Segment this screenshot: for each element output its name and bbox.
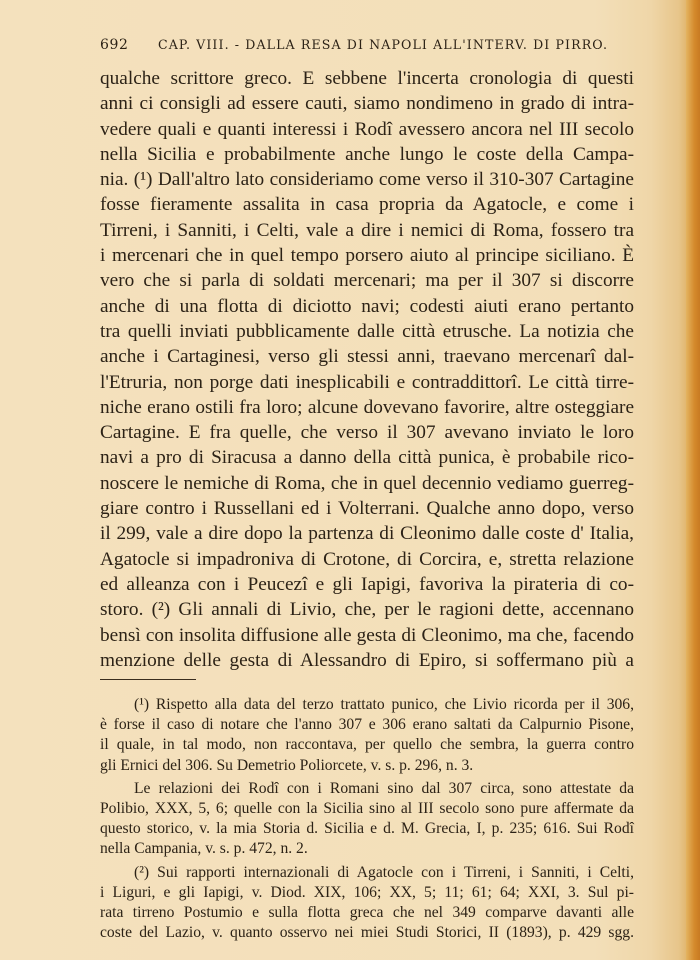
body-line: anche di una flotta di diciotto navi; codesti aiuti erano pertanto <box>100 295 634 317</box>
page-edge <box>686 0 700 960</box>
body-line: noscere le nemiche di Roma, che in quel decennio vediamo guerreg- <box>100 472 634 494</box>
footnote-line: i Liguri, e gli Iapigi, v. Diod. XIX, 106; XX, 5; 11; 61; 64; XXI, 3. Sul pi- <box>100 883 634 901</box>
footnotes <box>100 695 634 943</box>
body-line: fosse fieramente assalita in casa propria da Agatocle, e come i <box>100 194 634 216</box>
footnote-line: gli Ernici del 306. Su Demetrio Poliorcete, v. s. p. 296, n. 3. <box>100 756 474 774</box>
body-text <box>100 66 634 673</box>
body-line: nella Sicilia e probabilmente anche lungo le coste della Campa- <box>100 143 634 165</box>
footnote-line: (¹) Rispetto alla data del terzo trattato punico, che Livio ricorda per il 306, <box>134 696 634 713</box>
body-line: storo. (²) Gli annali di Livio, che, per le ragioni dette, accennano <box>100 599 634 621</box>
body-line: nia. (¹) Dall'altro lato consideriamo come verso il 310-307 Cartagine <box>100 169 634 191</box>
body-line: Agatocle si impadroniva di Crotone, di Corcira, e, stretta relazione <box>100 548 634 570</box>
body-line: vedere quali e quanti interessi i Rodî avessero ancora nel III secolo <box>100 118 634 140</box>
footnote-line: è forse il caso di notare che l'anno 307 e 306 erano saltati da Calpurnio Pisone, <box>100 716 634 734</box>
body-line: Tirreni, i Sanniti, i Celti, vale a dire i nemici di Roma, fossero tra <box>100 219 634 241</box>
body-line: giare contro i Russellani ed i Volterrani. Qualche anno dopo, verso <box>100 498 634 520</box>
body-line: Cartagine. E fra quelle, che verso il 307 avevano inviato le loro <box>100 422 634 444</box>
body-line: anche i Cartaginesi, verso gli stessi anni, traevano mercenarî dal- <box>100 346 634 368</box>
page-header <box>100 37 609 57</box>
body-line: ed alleanza con i Peucezî e gli Iapigi, favoriva la pirateria di co- <box>100 573 634 595</box>
body-line: qualche scrittore greco. E sebbene l'incerta cronologia di questi <box>100 68 634 89</box>
body-line: niche erano ostili fra loro; alcune dovevano favorire, altre osteggiare <box>100 396 634 418</box>
body-line: il 299, vale a dire dopo la partenza di Cleonimo dalle coste d' Italia, <box>100 523 634 545</box>
footnote-rule <box>100 679 196 680</box>
body-line: bensì con insolita diffusione alle gesta di Cleonimo, ma che, facendo <box>100 624 634 646</box>
body-line: tra quelli inviati pubblicamente dalle città etrusche. La notizia che <box>100 320 634 342</box>
footnote-line: il quale, in tal modo, non raccontava, per quello che sembra, la guerra contro <box>100 736 634 754</box>
footnote-line: Le relazioni dei Rodî con i Romani sino dal 307 circa, sono attestate da <box>134 779 634 797</box>
body-line: menzione delle gesta di Alessandro di Epiro, si soffermano più a <box>100 649 634 671</box>
body-line: vero che si parla di soldati mercenari; ma per il 307 si discorre <box>100 270 634 292</box>
running-head: CAP. VIII. - DALLA RESA DI NAPOLI ALL'INTERV. DI PIRRO. <box>158 37 609 52</box>
body-line: l'Etruria, non porge dati inesplicabili e contraddittorî. Le città tirre- <box>100 371 634 393</box>
page-number: 692 <box>100 37 129 53</box>
footnote-line: rata tirreno Postumio e sulla flotta greca che nel 349 comparve davanti alle <box>100 903 634 921</box>
body-line: i mercenari che in quel tempo porsero aiuto al principe siciliano. È <box>100 245 634 267</box>
body-line: navi a pro di Siracusa a danno della città punica, è probabile rico- <box>100 447 634 469</box>
footnote-line: nella Campania, v. s. p. 472, n. 2. <box>100 840 308 858</box>
footnote-line: questo storico, v. la mia Storia d. Sicilia e d. M. Grecia, I, p. 235; 616. Sui Rodî <box>100 820 634 838</box>
body-line: anni ci consigli ad essere cauti, siamo nondimeno in grado di intra- <box>100 93 634 115</box>
footnote-line: coste del Lazio, v. quanto osservo nei miei Studi Storici, II (1893), p. 429 sgg. <box>100 924 634 942</box>
footnote-line: (²) Sui rapporti internazionali di Agatocle con i Tirreni, i Sanniti, i Celti, <box>134 863 634 881</box>
footnote-line: Polibio, XXX, 5, 6; quelle con la Sicilia sino al III secolo sono pure affermate da <box>100 799 634 817</box>
